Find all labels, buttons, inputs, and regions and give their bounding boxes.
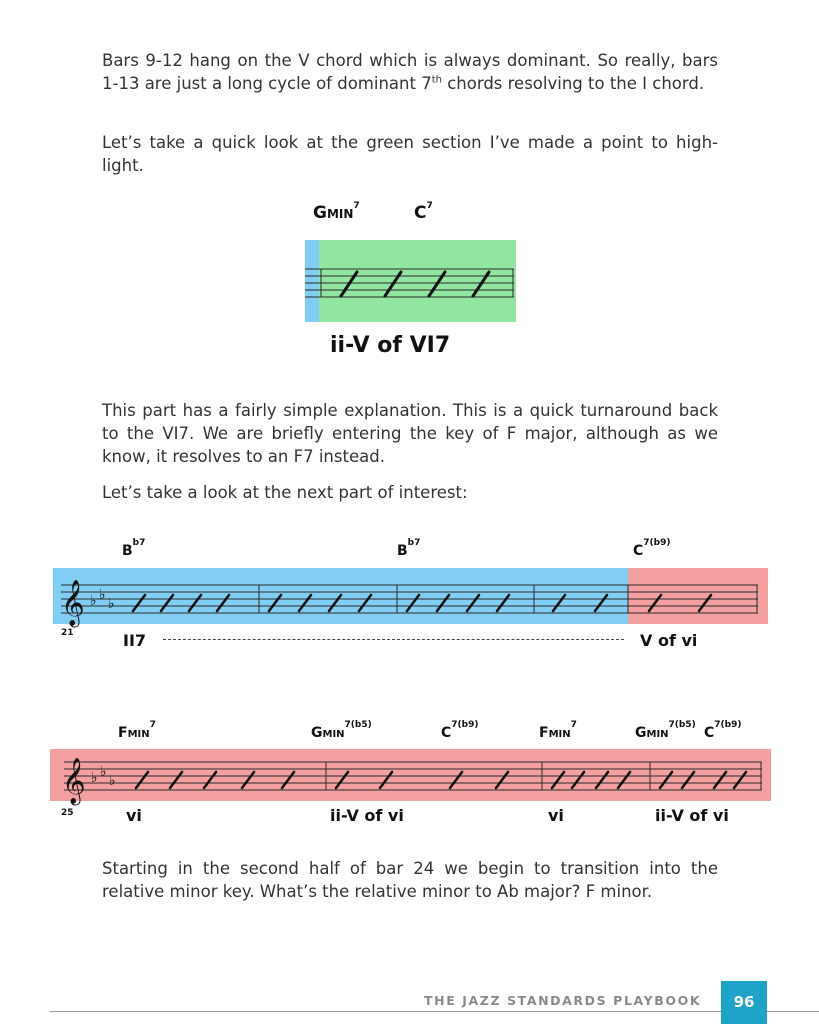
svg-text:♭: ♭ (90, 593, 97, 609)
paragraph-text: chords resolving to the I chord. (441, 74, 705, 93)
chord-symbol: $C^{7(b9)}$ (633, 538, 671, 559)
staff-figure-3 (50, 749, 771, 804)
analysis-label: V of vi (640, 631, 698, 650)
analysis-label: II7 (123, 631, 147, 650)
analysis-label: ii-V of vi (655, 806, 729, 825)
svg-text:♭: ♭ (91, 770, 98, 786)
chord-symbol: $GMIN^{7(b5)}$ (311, 720, 372, 741)
chord-symbol: FMIN$^7$ (539, 720, 577, 741)
figure-caption: ii-V of VI7 (330, 333, 451, 358)
svg-text:♭: ♭ (109, 773, 116, 789)
paragraph-relative-minor: Starting in the second half of bar 24 we begin to transition into the relative minor key. What’s the relative minor to Ab major? F minor. (102, 859, 718, 901)
paragraph-turnaround: This part has a fairly simple explanation. This is a quick turnaround back to the VI7. We are briefly entering the key of F major, although as we know, it resolves to an F7 instead. (102, 401, 718, 466)
dashed-extension-line (163, 639, 624, 640)
chord-symbol: $C^{7(b9)}$ (441, 720, 479, 741)
bar-number: 21 (61, 628, 74, 638)
analysis-label: vi (548, 806, 564, 825)
page-number: 96 (721, 981, 767, 1024)
svg-text:♭: ♭ (100, 764, 107, 780)
highlight-red (628, 568, 768, 624)
chord-symbol: $B^{b7}$ (397, 538, 421, 559)
chord-symbol: $C^{7(b9)}$ (704, 720, 742, 741)
chord-symbol: $C^7$ (414, 201, 433, 223)
chord-symbol: $B^{b7}$ (122, 538, 146, 559)
paragraph-dominant-cycle (102, 49, 718, 95)
chord-symbol: FMIN$^7$ (118, 720, 156, 741)
bar-number: 25 (61, 808, 74, 818)
staff-figure-2 (53, 568, 768, 624)
superscript: th (431, 74, 442, 86)
chord-symbol: $GMIN^{7(b5)}$ (635, 720, 696, 741)
treble-clef-icon: 𝄞 (61, 580, 85, 626)
svg-text:♭: ♭ (108, 596, 115, 612)
chord-symbol: GMIN$^7$ (313, 201, 360, 223)
staff-figure-1 (305, 240, 516, 322)
footer-book-title: THE JAZZ STANDARDS PLAYBOOK (424, 993, 702, 1008)
paragraph-green-section: Let’s take a quick look at the green section I’ve made a point to high-light. (102, 133, 718, 175)
treble-clef-icon: 𝄞 (62, 758, 86, 804)
paragraph-next-part: Let’s take a look at the next part of interest: (102, 483, 468, 502)
analysis-label: vi (126, 806, 142, 825)
highlight-blue (305, 240, 319, 322)
highlight-green (319, 240, 516, 322)
paragraph-text: Bars 9-12 hang on the V chord which is always dominant. So really, bars 1-13 are just a long cycle of dominant 7 (102, 51, 718, 93)
footer-divider (50, 1011, 819, 1012)
svg-text:♭: ♭ (99, 587, 106, 603)
highlight-red (50, 749, 771, 801)
analysis-label: ii-V of vi (330, 806, 404, 825)
